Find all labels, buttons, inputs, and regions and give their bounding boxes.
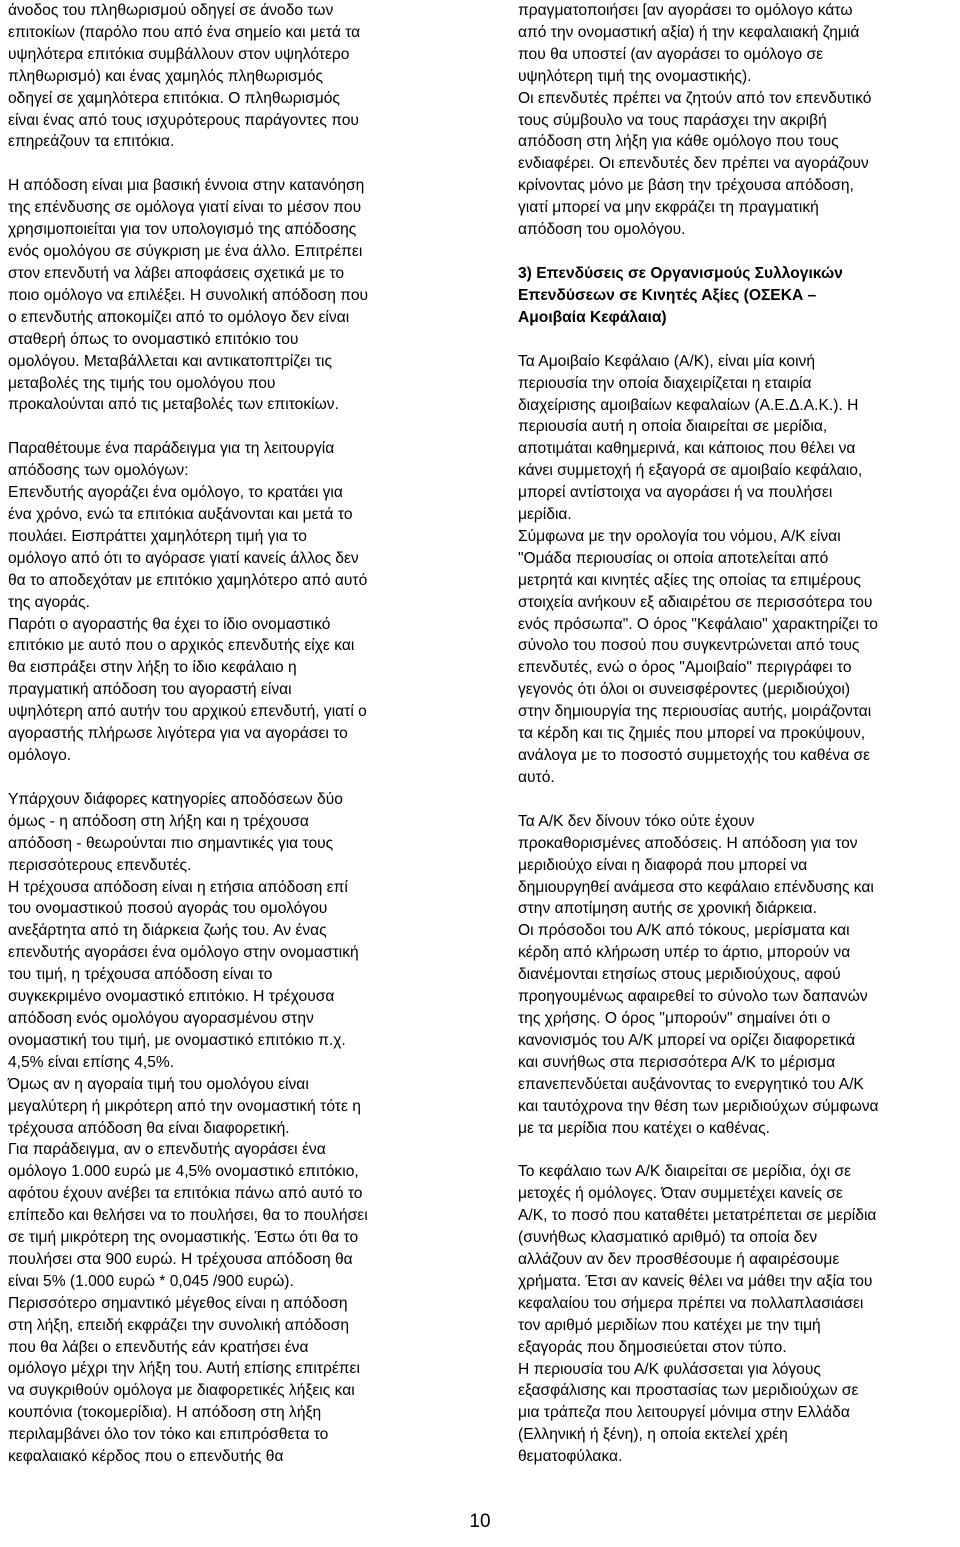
text-line: αποτιμάται καθημερινά, και κάποιος που θέλει να: [518, 440, 856, 458]
text-line: ομόλογο 1.000 ευρώ με 4,5% ονομαστικό επιτόκιο,: [8, 1163, 359, 1181]
text-line: ομολόγου. Μεταβάλλεται και αντικατοπτρίζει τις: [8, 352, 332, 370]
text-line: κέρδη από κλήρωση υπέρ το άρτιο, μπορούν να: [518, 944, 851, 962]
text-line: Περισσότερο σημαντικό μέγεθος είναι η απόδοση: [8, 1294, 348, 1312]
text-line: τα κέρδη και τις ζημιές που μπορεί να προκύψουν,: [518, 725, 866, 743]
text-line: "Ομάδα περιουσίας οι οποία αποτελείται από: [518, 549, 829, 567]
text-line: ανεξάρτητα από τη διάρκεια ζωής του. Αν ένας: [8, 922, 327, 940]
text-line: απόδοση του ομολόγου.: [518, 221, 686, 239]
text-line: περισσότερους επενδυτές.: [8, 856, 192, 874]
text-line: πραγματική απόδοση του αγοραστή είναι: [8, 681, 292, 699]
text-line: εξασφάλισης και προστασίας των μεριδιούχων σε: [518, 1382, 859, 1400]
page-number: 10: [469, 1511, 491, 1532]
text-line: μετρητά και κινητές αξίες της οποίας τα επιμέρους: [518, 571, 861, 589]
text-line: αυτό.: [518, 768, 555, 786]
text-line: μερίδια.: [518, 506, 572, 524]
text-line: στη λήξη, επειδή εκφράζει την συνολική απόδοση: [8, 1316, 350, 1334]
text-line: στοιχεία ανήκουν εξ αδιαιρέτου σε περισσότερα του: [518, 593, 873, 611]
text-line: τον αριθμό μεριδίων που κατέχει με την τιμή: [518, 1316, 821, 1334]
text-line: ενός πρόσωπα". Ο όρος "Κεφάλαιο" χαρακτηρίζει το: [518, 615, 878, 633]
text-line: Σύμφωνα με την ορολογία του νόμου, Α/Κ είναι: [518, 527, 841, 545]
text-line: επενδυτής αγοράσει ένα ομόλογο στην ονομαστική: [8, 944, 359, 962]
text-line: Η περιουσία του Α/Κ φυλάσσεται για λόγους: [518, 1360, 821, 1378]
text-line: 3) Επενδύσεις σε Οργανισμούς Συλλογικών: [518, 264, 843, 282]
text-line: πουλάει. Εισπράττει χαμηλότερη τιμή για το: [8, 527, 307, 545]
text-line: Παραθέτουμε ένα παράδειγμα για τη λειτουργία: [8, 440, 335, 458]
paragraph-mutual-fund-definition: [518, 351, 960, 789]
text-line: κουπόνια (τοκομερίδια). Η απόδοση στη λήξη: [8, 1404, 322, 1422]
text-line: ένα χρόνο, ενώ τα επιτόκια αυξάνονται και μετά το: [8, 506, 353, 524]
right-column: [518, 0, 960, 1468]
text-line: που θα υποστεί (αν αγοράσει το ομόλογο σε: [518, 45, 824, 63]
text-line: σταθερή όπως το ονομαστικό επιτόκιο του: [8, 330, 299, 348]
text-line: της αγοράς.: [8, 593, 90, 611]
text-line: με τα μερίδια που κατέχει ο καθένας.: [518, 1119, 770, 1137]
text-line: υψηλότερα επιτόκια συμβάλλουν στον υψηλότερο: [8, 45, 350, 63]
text-line: είναι 5% (1.000 ευρώ * 0,045 /900 ευρώ).: [8, 1272, 294, 1290]
text-line: κρίνοντας μόνο με βάση την τρέχουσα απόδοση,: [518, 177, 854, 195]
text-line: ενδιαφέρει. Οι επενδυτές δεν πρέπει να αγοράζουν: [518, 155, 869, 173]
text-line: Η τρέχουσα απόδοση είναι η ετήσια απόδοση επί: [8, 878, 348, 896]
text-line: της χρήσης. Ο όρος "μπορούν" σημαίνει ότι ο: [518, 1009, 831, 1027]
text-line: στην δημιουργία της περιουσίας αυτής, μοιράζονται: [518, 703, 872, 721]
text-line: μετοχές ή ομόλογες. Όταν συμμετέχει κανείς σε: [518, 1185, 843, 1203]
text-line: πραγματοποιήσει [αν αγοράσει το ομόλογο κάτω: [518, 2, 853, 19]
text-line: θα το αποδεχόταν με επιτόκιο χαμηλότερο από αυτό: [8, 571, 368, 589]
text-line: ονομαστική του τιμή, με ονομαστικό επιτόκιο π.χ.: [8, 1031, 346, 1049]
text-line: θα εισπράξει στην λήξη το ίδιο κεφάλαιο η: [8, 659, 297, 677]
paragraph-mutual-fund-units: [518, 1161, 960, 1468]
text-line: μπορεί αντίστοιχα να αγοράσει ή να πουλήσει: [518, 484, 833, 502]
text-line: Αμοιβαία Κεφάλαια): [518, 308, 667, 326]
text-line: προηγουμένως αφαιρεθεί το σύνολο των δαπανών: [518, 988, 868, 1006]
text-line: όμως - η απόδοση στη λήξη και η τρέχουσα: [8, 812, 309, 830]
text-line: (Ελληνική ή ξένη), η οποία εκτελεί χρέη: [518, 1426, 788, 1444]
text-line: αλλάζουν αν δεν προσθέσουμε ή αφαιρέσουμε: [518, 1251, 840, 1269]
text-line: απόδοση ενός ομολόγου αγορασμένου στην: [8, 1009, 314, 1027]
text-line: 4,5% είναι επίσης 4,5%.: [8, 1053, 175, 1071]
text-line: Επενδυτής αγοράζει ένα ομόλογο, το κρατάει για: [8, 484, 343, 502]
text-line: Όμως αν η αγοραία τιμή του ομολόγου είναι: [8, 1075, 309, 1093]
text-line: υψηλότερη από αυτήν του αρχικού επενδυτή, γιατί ο: [8, 703, 367, 721]
text-line: περιουσία την οποία διαχειρίζεται η εταιρία: [518, 374, 812, 392]
paragraph-inflation: [8, 0, 450, 153]
text-line: Τα Α/Κ δεν δίνουν τόκο ούτε έχουν: [518, 812, 755, 830]
text-line: επηρεάζουν τα επιτόκια.: [8, 133, 175, 151]
text-line: Α/Κ, το ποσό που καταθέτει μετατρέπεται σε μερίδια: [518, 1207, 877, 1225]
text-line: Για παράδειγμα, αν ο επενδυτής αγοράσει ένα: [8, 1141, 326, 1159]
text-line: απόδοση - θεωρούνται πιο σημαντικές για τους: [8, 834, 334, 852]
text-line: άνοδος του πληθωρισμού οδηγεί σε άνοδο των: [8, 2, 334, 19]
text-line: μεταβολές της τιμής του ομολόγου που: [8, 374, 276, 392]
text-line: ανάλογα με το ποσοστό συμμετοχής του καθένα σε: [518, 747, 871, 764]
text-line: εξαγοράς που δημοσιεύεται στον τύπο.: [518, 1338, 787, 1356]
text-line: Παρότι ο αγοραστής θα έχει το ίδιο ονομαστικό: [8, 615, 331, 633]
text-line: απόδοσης των ομολόγων:: [8, 462, 189, 480]
text-line: κεφαλαίου του σήμερα πρέπει να πολλαπλασιάσει: [518, 1294, 864, 1312]
text-line: στην αποτίμηση αυτής σε χρονική διάρκεια.: [518, 900, 818, 918]
text-line: χρήματα. Έτσι αν κανείς θέλει να μάθει την αξία του: [518, 1272, 873, 1290]
text-line: επίπεδο και θελήσει να το πουλήσει, θα το πουλήσει: [8, 1207, 368, 1225]
text-line: επιτοκίων (παρόλο που από ένα σημείο και μετά τα: [8, 23, 361, 41]
left-column: [8, 0, 450, 1468]
text-line: κάνει συμμετοχή ή εξαγορά σε αμοιβαίο κεφάλαιο,: [518, 462, 863, 480]
text-line: περιλαμβάνει όλο τον τόκο και επιπρόσθετα το: [8, 1426, 329, 1444]
text-line: Οι επενδυτές πρέπει να ζητούν από τον επενδυτικό: [518, 89, 872, 107]
paragraph-mutual-fund-returns: [518, 811, 960, 1140]
text-line: υψηλότερη τιμή της ονομαστικής).: [518, 67, 752, 85]
text-line: προκαλούνται από τις μεταβολές των επιτοκίων.: [8, 396, 339, 414]
text-line: ενός ομολόγου σε σύγκριση με ένα άλλο. Επιτρέπει: [8, 243, 363, 261]
paragraph-yield-concept: [8, 175, 450, 416]
text-line: Η απόδοση είναι μια βασική έννοια στην κατανόηση: [8, 177, 365, 195]
text-line: κανονισμός του Α/Κ μπορεί να ορίζει διαφορετικά: [518, 1031, 856, 1049]
text-line: οδηγεί σε χαμηλότερα επιτόκια. Ο πληθωρισμός: [8, 89, 340, 107]
text-line: του τιμή, η τρέχουσα απόδοση είναι το: [8, 966, 273, 984]
text-line: διαχείρισης αμοιβαίων κεφαλαίων (Α.Ε.Δ.Α.Κ.). Η: [518, 396, 859, 414]
text-line: γεγονός ότι όλοι οι συνεισφέροντες (μεριδιούχοι): [518, 681, 851, 699]
text-line: δημιουργηθεί ανάμεσα στο κεφάλαιο επένδυσης και: [518, 878, 874, 896]
text-line: είναι ένας από τους ισχυρότερους παράγοντες που: [8, 111, 359, 129]
text-line: ομόλογο.: [8, 747, 72, 764]
paragraph-yield-types: [8, 789, 450, 1468]
text-line: τρέχουσα απόδοση θα είναι διαφορετική.: [8, 1119, 290, 1137]
text-line: αγοραστής πλήρωσε λιγότερα για να αγοράσει το: [8, 725, 348, 743]
paragraph-yield-to-maturity: [518, 0, 960, 241]
text-line: Το κεφάλαιο των Α/Κ διαιρείται σε μερίδια, όχι σε: [518, 1163, 852, 1181]
text-line: ο επενδυτής αποκομίζει από το ομόλογο δεν είναι: [8, 308, 350, 326]
text-line: απόδοση στη λήξη για κάθε ομόλογο που τους: [518, 133, 839, 151]
text-line: χρησιμοποιείται για τον υπολογισμό της απόδοσης: [8, 221, 357, 239]
text-line: Οι πρόσοδοι του Α/Κ από τόκους, μερίσματα και: [518, 922, 850, 940]
text-line: που θα λάβει ο επενδυτής εάν κρατήσει ένα: [8, 1338, 309, 1356]
text-line: Επενδύσεων σε Κινητές Αξίες (ΟΣΕΚΑ –: [518, 286, 817, 304]
text-line: και ταυτόχρονα την θέση των μεριδιούχων σύμφωνα: [518, 1097, 879, 1115]
text-line: μια τράπεζα που λειτουργεί μόνιμα στην Ελλάδα: [518, 1404, 850, 1422]
text-line: του ονομαστικού ποσού αγοράς του ομολόγου: [8, 900, 328, 918]
text-line: Υπάρχουν διάφορες κατηγορίες αποδόσεων δύο: [8, 790, 343, 808]
text-line: σύνολο του ποσού που συγκεντρώνεται από τους: [518, 637, 860, 655]
text-line: ομόλογο μέχρι την λήξη του. Αυτή επίσης επιτρέπει: [8, 1360, 360, 1378]
text-line: συγκεκριμένο ονομαστικό επιτόκιο. Η τρέχουσα: [8, 988, 335, 1006]
text-line: από την ονομαστική αξία) ή την κεφαλαιακή ζημιά: [518, 23, 860, 41]
text-line: τους σύμβουλο να τους παράσχει την ακριβή: [518, 111, 827, 129]
text-line: πληθωρισμό) και ένας χαμηλός πληθωρισμός: [8, 67, 323, 85]
text-line: θεματοφύλακα.: [518, 1448, 623, 1466]
text-line: γιατί μπορεί να μην εκφράζει τη πραγματική: [518, 199, 819, 217]
text-line: (συνήθως κλασματικό αριθμό) τα οποία δεν: [518, 1229, 818, 1247]
text-line: επενδυτές, ενώ ο όρος "Αμοιβαίο" περιγράφει το: [518, 659, 852, 677]
text-line: περιουσία αυτή η οποία διαιρείται σε μερίδια,: [518, 418, 828, 436]
text-line: μεριδιούχο είναι η διαφορά που μπορεί να: [518, 856, 808, 874]
text-line: σε τιμή μικρότερη της ονομαστικής. Έστω ότι θα το: [8, 1229, 359, 1247]
text-line: και συνήθως στα περισσότερα Α/Κ το μέρισμα: [518, 1053, 836, 1071]
text-line: μεγαλύτερη ή μικρότερη από την ονομαστική τότε η: [8, 1097, 361, 1115]
paragraph-yield-example: [8, 438, 450, 767]
text-line: να συγκριθούν ομόλογα με διαφορετικές λήξεις και: [8, 1382, 355, 1400]
text-line: διανέμονται ετησίως στους μεριδιούχους, αφού: [518, 966, 841, 984]
text-line: επανεπενδύεται αυξάνοντας το ενεργητικό του Α/Κ: [518, 1075, 864, 1093]
text-line: αφότου έχουν ανέβει τα επιτόκια πάνω από αυτό το: [8, 1185, 363, 1203]
text-line: ομόλογο από ότι το αγόρασε γιατί κανείς άλλος δεν: [8, 549, 359, 567]
section-heading-mutual-funds: [518, 263, 960, 329]
text-line: κεφαλαιακό κέρδος που ο επενδυτής θα: [8, 1448, 284, 1466]
text-line: επιτόκιο με αυτό που ο αρχικός επενδυτής είχε και: [8, 637, 355, 655]
text-line: προκαθορισμένες αποδόσεις. Η απόδοση για τον: [518, 834, 858, 852]
text-line: της επένδυσης σε ομόλογα γιατί είναι το μέσον που: [8, 199, 362, 217]
text-line: στον επενδυτή να λάβει αποφάσεις σχετικά με το: [8, 264, 345, 282]
text-line: πουλήσει στα 900 ευρώ. Η τρέχουσα απόδοση θα: [8, 1250, 353, 1268]
text-line: ποιο ομόλογο να επιλέξει. Η συνολική απόδοση που: [8, 286, 369, 304]
text-line: Τα Αμοιβαίο Κεφάλαιο (Α/Κ), είναι μία κοινή: [518, 352, 816, 370]
